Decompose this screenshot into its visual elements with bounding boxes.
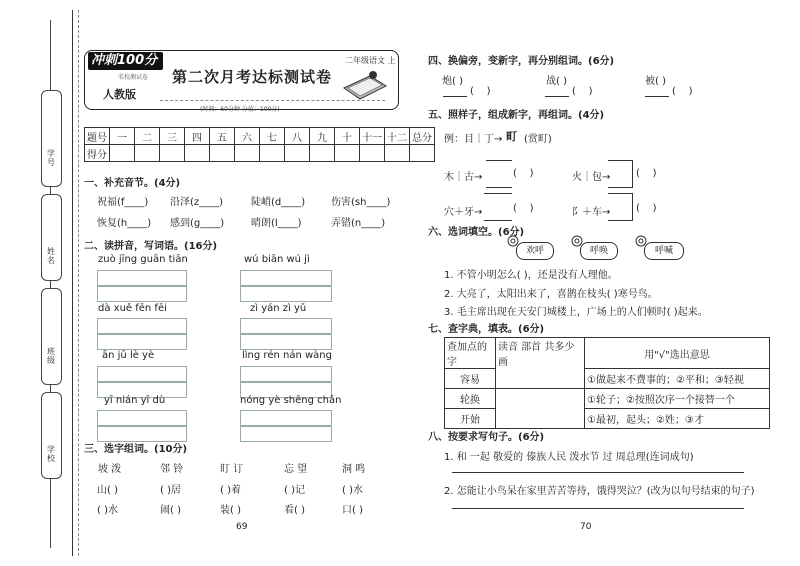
score-cell: 五 [210, 128, 235, 145]
score-value-row [85, 145, 435, 162]
q5-answer-box[interactable] [608, 160, 633, 188]
binding-line [72, 10, 73, 556]
sidebar-line [50, 186, 51, 194]
q2-pinyin: nóng yè shēng chǎn [240, 395, 342, 406]
table-header: 查加点的字 [445, 338, 496, 369]
sidebar-box-student-id[interactable] [41, 90, 62, 187]
q6-word-bubble: 呼喊 [644, 242, 684, 260]
q3-pair: 盯 订 [220, 464, 244, 475]
score-input[interactable] [185, 145, 210, 162]
score-row-label: 得分 [85, 145, 110, 162]
sidebar-label-school: 学校 [47, 445, 55, 463]
sidebar-line [50, 20, 51, 90]
score-input[interactable] [410, 145, 435, 162]
score-input[interactable] [210, 145, 235, 162]
q3-blank[interactable]: ( )着 [220, 485, 241, 496]
edition-label: 人教版 [103, 88, 136, 101]
sidebar-box-class[interactable] [41, 288, 62, 385]
q2-pinyin: zì yán zì yǔ [250, 303, 307, 314]
q5-answer-box[interactable] [608, 193, 633, 221]
q3-blank[interactable]: ( )水 [97, 505, 118, 516]
q5-item: 穴＋牙→ [444, 207, 483, 218]
q5-item: 阝＋车→ [572, 207, 611, 218]
score-cell: 四 [185, 128, 210, 145]
page-number-right: 70 [580, 522, 592, 532]
q2-pinyin: ān jū lè yè [102, 350, 155, 361]
q1-item[interactable]: 恢复(h____) [97, 218, 152, 229]
score-header-row [85, 128, 435, 145]
q2-writing-grid[interactable] [97, 334, 187, 350]
score-cell: 一 [110, 128, 135, 145]
computer-illustration-icon [340, 66, 390, 102]
q8-title: 八、按要求写句子。(6分) [428, 432, 545, 443]
q5-item: 火｜包→ [572, 172, 611, 183]
sidebar-box-name[interactable] [41, 194, 62, 281]
score-input[interactable] [335, 145, 360, 162]
score-input[interactable] [385, 145, 410, 162]
q3-blank[interactable]: ( )水 [342, 485, 363, 496]
q3-blank[interactable]: ( )居 [160, 485, 181, 496]
page-number-left: 69 [236, 522, 248, 532]
q8-sentence: 1. 和 一起 敬爱的 傣族人民 泼水节 过 周总理(连词成句) [444, 452, 694, 463]
score-cell: 题号 [85, 128, 110, 145]
score-input[interactable] [135, 145, 160, 162]
sidebar-label-student-id: 学号 [47, 149, 55, 167]
q2-writing-grid[interactable] [240, 334, 332, 350]
sidebar-label-class: 班级 [47, 347, 55, 365]
q5-example-prefix: 例：目｜丁→ [444, 134, 503, 145]
score-input[interactable] [160, 145, 185, 162]
q3-blank[interactable]: 看( ) [284, 505, 305, 516]
page-title: 第二次月考达标测试卷 [172, 68, 333, 86]
score-cell: 十 [335, 128, 360, 145]
q1-title: 一、补充音节。(4分) [84, 178, 181, 189]
sidebar-label-name: 姓名 [47, 247, 55, 265]
score-cell: 六 [235, 128, 260, 145]
q2-pinyin: yī nián yī dù [104, 395, 166, 406]
q1-item[interactable]: 弄错(n____) [331, 218, 386, 229]
q2-writing-grid[interactable] [97, 286, 187, 302]
score-cell: 八 [285, 128, 310, 145]
q2-pinyin: zuò jīng guān tiān [98, 254, 188, 265]
table-header: 用"√"选出意思 [585, 338, 770, 369]
sidebar-line [50, 280, 51, 288]
q2-writing-grid[interactable] [240, 366, 332, 382]
q3-blank[interactable]: 闹( ) [160, 505, 181, 516]
q1-item[interactable]: 陡峭(d____) [251, 197, 306, 208]
brand-logo: 冲刺100分 [88, 52, 163, 70]
score-input[interactable] [260, 145, 285, 162]
q3-blank[interactable]: 装( ) [220, 505, 241, 516]
q5-example-char: 町 [506, 130, 517, 143]
q1-item[interactable]: 沿泽(z____) [170, 197, 224, 208]
q2-writing-grid[interactable] [97, 366, 187, 382]
q7-title: 七、查字典，填表。(6分) [428, 324, 545, 335]
q2-writing-grid[interactable] [240, 286, 332, 302]
q2-writing-grid[interactable] [240, 410, 332, 426]
header-divider [160, 100, 385, 101]
q4-blank-line[interactable] [545, 96, 569, 97]
score-input[interactable] [110, 145, 135, 162]
score-input[interactable] [285, 145, 310, 162]
q2-pinyin: dà xuě fēn fēi [98, 303, 167, 314]
brand-subtitle: 名校测试卷 [118, 74, 149, 81]
score-cell: 十二 [385, 128, 410, 145]
score-cell: 十一 [360, 128, 385, 145]
table-word: 容易 [445, 369, 496, 389]
q4-char[interactable]: 炮( ) [442, 76, 463, 87]
score-cell: 二 [135, 128, 160, 145]
sidebar-line [50, 384, 51, 392]
q8-answer-line[interactable] [452, 508, 744, 509]
q1-item[interactable]: 伤害(sh____) [331, 197, 391, 208]
q6-word-bubble: 欢呼 [516, 242, 554, 260]
q8-answer-line[interactable] [452, 472, 744, 473]
q2-pinyin: lìng rén nán wàng [242, 350, 332, 361]
q2-writing-grid[interactable] [97, 410, 187, 426]
snail-icon [570, 234, 584, 248]
q4-blank-line[interactable] [443, 96, 467, 97]
q3-pair: 邻 铃 [160, 464, 184, 475]
q4-blank-line[interactable] [645, 96, 669, 97]
q3-pair: 洞 鸣 [342, 464, 366, 475]
q8-sentence: 2. 怎能让小鸟呆在家里苦苦等待，饿得哭泣？(改为以句号结束的句子) [444, 486, 755, 497]
q1-item[interactable]: 晴朗(l____) [251, 218, 302, 229]
dictionary-table [444, 337, 770, 429]
snail-icon [634, 234, 648, 248]
table-word: 开始 [445, 409, 496, 429]
q3-pair: 坡 泼 [98, 464, 122, 475]
q4-char[interactable]: 被( ) [645, 76, 666, 87]
q1-item[interactable]: 感到(g____) [170, 218, 225, 229]
q2-pinyin: wú biān wú jì [244, 254, 310, 265]
q4-title: 四、换偏旁，变新字，再分别组词。(6分) [428, 56, 615, 67]
q2-writing-grid[interactable] [97, 270, 187, 286]
binding-dash [78, 10, 79, 556]
q6-sentence[interactable]: 1. 不管小明怎么( )，还是没有人理他。 [444, 270, 618, 281]
q3-blank[interactable]: 口( ) [342, 505, 363, 516]
q3-blank[interactable]: ( )记 [284, 485, 305, 496]
snail-icon [506, 234, 520, 248]
q1-item[interactable]: 祝福(f____) [97, 197, 149, 208]
table-header: 读音 部首 共多少画 [496, 338, 585, 389]
score-cell: 三 [160, 128, 185, 145]
q2-writing-grid[interactable] [240, 318, 332, 334]
sidebar-box-school[interactable] [41, 392, 62, 479]
q5-answer-box[interactable] [486, 160, 512, 188]
q6-word-bubble: 呼唤 [580, 242, 618, 260]
exam-info: (时间：60分钟 分值：100分) [200, 106, 280, 113]
q3-pair: 忘 望 [284, 464, 308, 475]
table-meaning[interactable]: ①最初，起头；②姓；③才 [585, 409, 770, 429]
sidebar-line [50, 478, 51, 548]
q6-title: 六、选词填空。(6分) [428, 227, 525, 238]
table-answer-cell[interactable] [496, 389, 585, 429]
score-cell: 七 [260, 128, 285, 145]
grade-tag: 二年级语文 上 [345, 56, 396, 65]
table-meaning[interactable]: ①轮子；②按照次序一个接替一个 [585, 389, 770, 409]
q3-blank[interactable]: 山( ) [97, 485, 118, 496]
q3-title: 三、选字组词。(10分) [84, 444, 188, 455]
q2-title: 二、读拼音，写词语。(16分) [84, 241, 218, 252]
q2-writing-grid[interactable] [240, 270, 332, 286]
q4-char[interactable]: 战( ) [546, 76, 567, 87]
q5-answer-box[interactable] [484, 193, 512, 221]
q2-writing-grid[interactable] [240, 426, 332, 442]
q5-item: 木｜古→ [444, 172, 483, 183]
q6-sentence[interactable]: 3. 毛主席出现在天安门城楼上，广场上的人们顿时( )起来。 [444, 307, 708, 318]
score-cell: 九 [310, 128, 335, 145]
score-input[interactable] [235, 145, 260, 162]
q2-writing-grid[interactable] [97, 318, 187, 334]
table-word: 轮换 [445, 389, 496, 409]
score-cell: 总分 [410, 128, 435, 145]
score-table [84, 127, 435, 162]
q6-sentence[interactable]: 2. 大亮了，太阳出来了，喜鹊在枝头( )寒号鸟。 [444, 289, 658, 300]
q5-example-word: (赏町) [524, 134, 552, 145]
score-input[interactable] [360, 145, 385, 162]
score-input[interactable] [310, 145, 335, 162]
table-meaning[interactable]: ①做起来不费事的；②平和；③轻视 [585, 369, 770, 389]
q5-title: 五、照样子，组成新字，再组词。(4分) [428, 110, 605, 121]
